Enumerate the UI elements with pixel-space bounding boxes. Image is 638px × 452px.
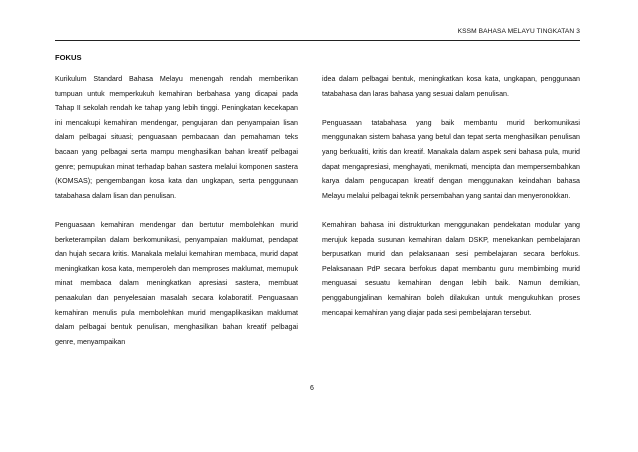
- right-column: [322, 72, 580, 320]
- page-number: 6: [310, 385, 314, 392]
- paragraph: Kemahiran bahasa ini distrukturkan menggunakan pendekatan modular yang merujuk kepada susunan kemahiran dalam DSKP, menekankan pembelajaran berpusatkan murid dan pelaksanaan sesi pembelajaran secara berfokus. Pelaksanaan PdP secara berfokus dapat membantu guru membimbing murid menguasai sesuatu kemahiran dengan lebih baik. Namun demikian, penggabungjalinan kemahiran boleh dilakukan untuk mengukuhkan proses mencapai kemahiran yang diajar pada sesi pembelajaran tersebut.: [322, 220, 580, 317]
- paragraph: Penguasaan tatabahasa yang baik membantu murid berkomunikasi menggunakan sistem bahasa yang betul dan tepat serta menghasilkan penulisan yang berkualiti, kritis dan kreatif. Manakala dalam aspek seni bahasa pula, murid dapat mengapresiasi, menghayati, menikmati, mencipta dan mempersembahkan karya dalam pengucapan kreatif dengan menggunakan keindahan bahasa Melayu melalui pelbagai teknik persembahan yang santai dan menyeronokkan.: [322, 118, 580, 200]
- paragraph: Kurikulum Standard Bahasa Melayu menengah rendah memberikan tumpuan untuk memperkukuh kemahiran berbahasa yang dicapai pada Tahap II sekolah rendah ke tahap yang lebih tinggi. Peningkatan kecekapan ini mencakupi kemahiran mendengar, pengujaran dan penyampaian lisan dalam pelbagai situasi; penguasaan pembacaan dan pemahaman teks bacaan yang pelbagai serta mampu menghasilkan bahan kreatif pelbagai genre; pemupukan minat terhadap bahan sastera melalui komponen sastera (KOMSAS); pengembangan kosa kata dan ungkapan, serta penggunaan tatabahasa dalam lisan dan penulisan.: [55, 75, 298, 200]
- section-heading: FOKUS: [55, 53, 82, 62]
- paragraph: Penguasaan kemahiran mendengar dan bertutur membolehkan murid berketerampilan dalam berkomunikasi, penyampaian maklumat, pendapat dan hujah secara kritis. Manakala melalui kemahiran membaca, murid dapat meningkatkan kosa kata, memperoleh dan memproses maklumat, memupuk minat membaca dalam meningkatkan apresiasi sastera, membuat penaakulan dan penyelesaian masalah secara kolaboratif. Penguasaan kemahiran menulis pula membolehkan murid mengaplikasikan maklumat dalam pelbagai bentuk penulisan, menghasilkan bahan kreatif pelbagai genre, menyampaikan: [55, 220, 298, 346]
- running-header: KSSM BAHASA MELAYU TINGKATAN 3: [457, 28, 580, 35]
- left-column: [55, 72, 298, 349]
- header-divider: [55, 40, 580, 41]
- paragraph: idea dalam pelbagai bentuk, meningkatkan kosa kata, ungkapan, penggunaan tatabahasa dan laras bahasa yang sesuai dalam penulisan.: [322, 75, 580, 98]
